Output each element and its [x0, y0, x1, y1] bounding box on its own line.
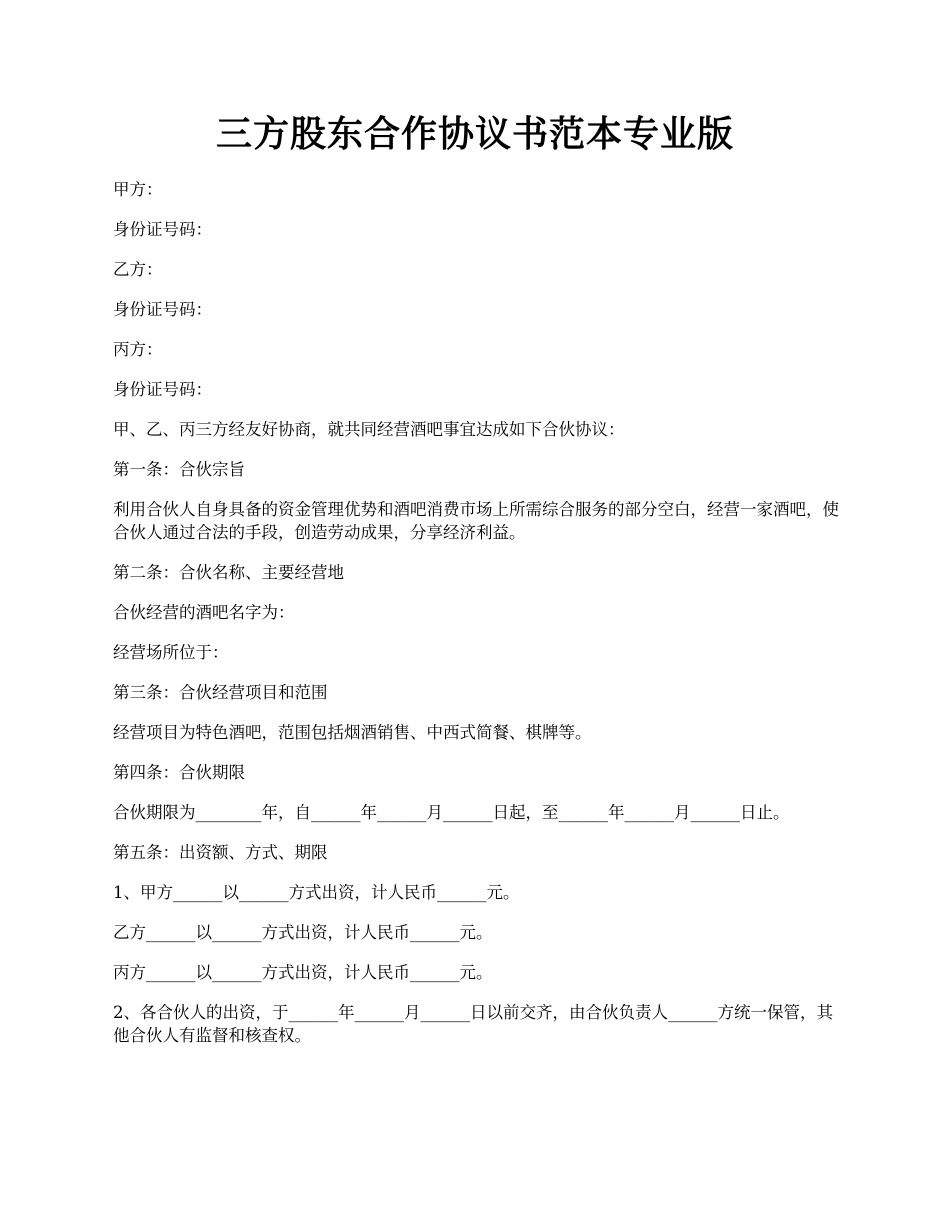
article-5-heading: 第五条：出资额、方式、期限	[113, 843, 328, 862]
article-1-text: 利用合伙人自身具备的资金管理优势和酒吧消费市场上所需综合服务的部分空白，经营一家酒吧，使合伙人通过合法的手段，创造劳动成果，分享经济利益。	[113, 500, 839, 542]
party-b-id-label: 身份证号码：	[113, 300, 212, 319]
contribution-party-a: 1、甲方______以______方式出资，计人民币______元。	[113, 883, 520, 902]
article-4-heading: 第四条：合伙期限	[113, 763, 245, 782]
contribution-deadline: 2、各合伙人的出资，于______年______月______日以前交齐，由合伙负责人______方统一保管，其他合伙人有监督和核查权。	[113, 1003, 833, 1045]
article-2-heading: 第二条：合伙名称、主要经营地	[113, 563, 344, 582]
party-c-id-label: 身份证号码：	[113, 380, 212, 399]
article-4-text: 合伙期限为________年，自______年______月______日起，至______年______月______日止。	[113, 803, 790, 822]
party-c-label: 丙方：	[113, 340, 163, 359]
document-body	[113, 178, 841, 1064]
article-1-heading: 第一条：合伙宗旨	[113, 460, 245, 479]
bar-name-line: 合伙经营的酒吧名字为：	[113, 603, 295, 622]
location-line: 经营场所位于：	[113, 643, 229, 662]
contribution-party-c: 丙方______以______方式出资，计人民币______元。	[113, 963, 493, 982]
preamble: 甲、乙、丙三方经友好协商，就共同经营酒吧事宜达成如下合伙协议：	[113, 420, 625, 439]
document-title: 三方股东合作协议书范本专业版	[215, 113, 734, 155]
party-a-id-label: 身份证号码：	[113, 220, 212, 239]
article-3-heading: 第三条：合伙经营项目和范围	[113, 683, 328, 702]
contribution-party-b: 乙方______以______方式出资，计人民币______元。	[113, 923, 493, 942]
article-3-text: 经营项目为特色酒吧，范围包括烟酒销售、中西式简餐、棋牌等。	[113, 723, 592, 742]
party-a-label: 甲方：	[113, 180, 163, 199]
party-b-label: 乙方：	[113, 260, 163, 279]
